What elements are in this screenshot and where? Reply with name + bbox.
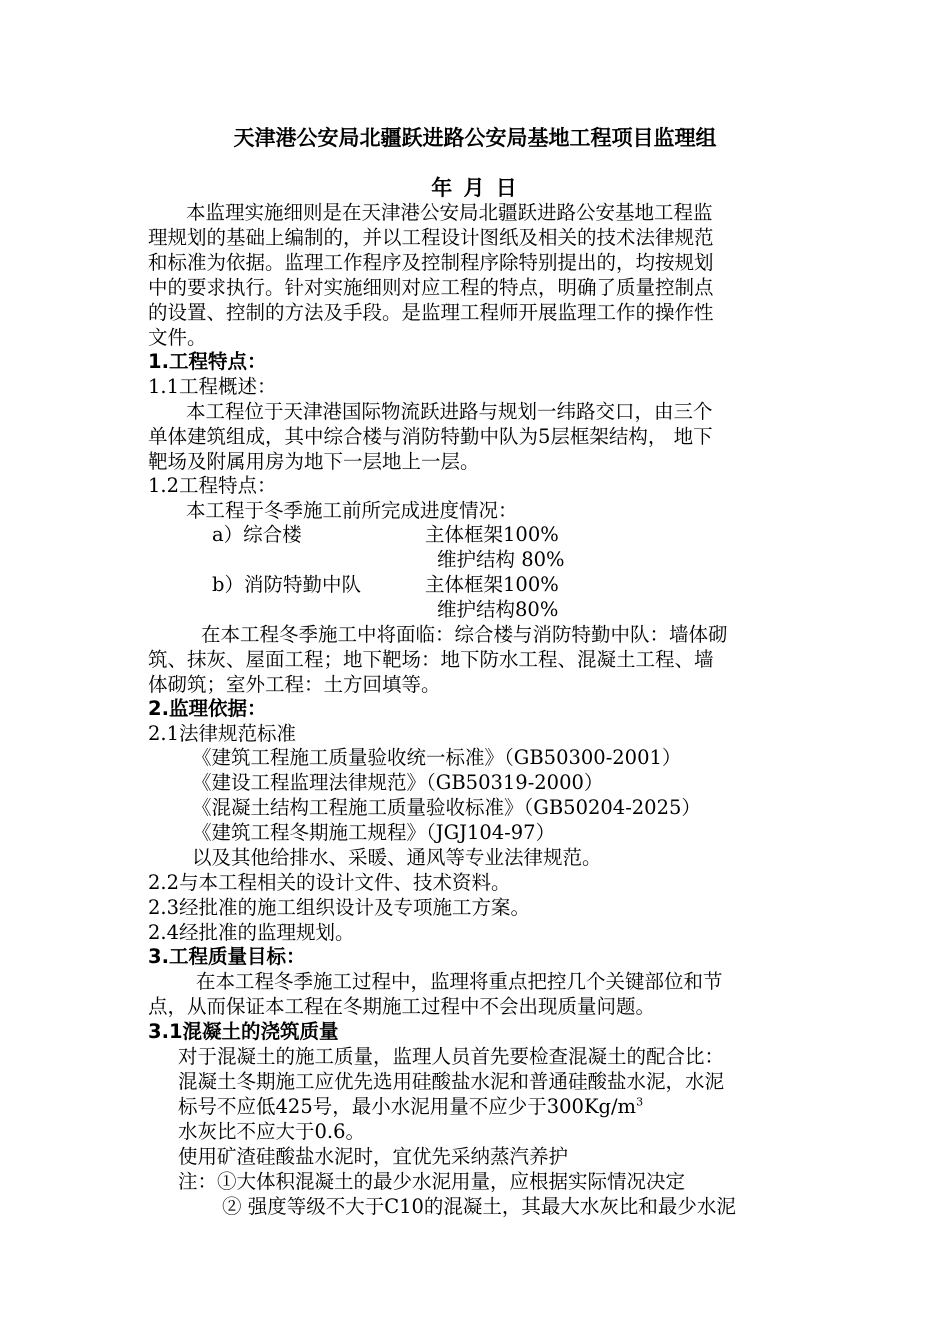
intro-line: 中的要求执行。针对实施细则对应工程的特点，明确了质量控制点: [148, 276, 714, 299]
progress-item-value: 主体框架100%: [425, 523, 559, 546]
subsection-heading: 2.4经批准的监理规划。: [148, 921, 355, 944]
superscript: 3: [636, 1095, 644, 1109]
section-heading: 1.工程特点：: [148, 350, 267, 373]
standard-item: 《建筑工程冬期施工规程》（JGJ104-97）: [192, 821, 556, 844]
paragraph-text: 标号不应低425号，最小水泥用量不应少于300Kg/m: [178, 1095, 637, 1118]
intro-line: 的设置、控制的方法及手段。是监理工程师开展监理工作的操作性: [148, 301, 714, 324]
paragraph-line: 点，从而保证本工程在冬期施工过程中不会出现质量问题。: [148, 995, 656, 1018]
paragraph-line: 在本工程冬季施工过程中，监理将重点把控几个关键部位和节: [196, 970, 723, 993]
subsection-heading: 2.1法律规范标准: [148, 722, 297, 745]
note-line: 注：①大体积混凝土的最少水泥用量，应根据实际情况决定: [178, 1170, 686, 1193]
paragraph-line: 本工程于冬季施工前所完成进度情况：: [186, 499, 518, 522]
progress-item-label: b）消防特勤中队: [212, 573, 361, 596]
intro-line: 理规划的基础上编制的，并以工程设计图纸及相关的技术法律规范: [148, 226, 714, 249]
progress-item-value: 维护结构80%: [437, 598, 559, 621]
progress-item-value: 维护结构 80%: [437, 548, 565, 571]
progress-item-label: a）综合楼: [212, 523, 302, 546]
section-heading: 2.监理依据：: [148, 697, 267, 720]
paragraph-line: 单体建筑组成，其中综合楼与消防特勤中队为5层框架结构， 地下: [148, 425, 713, 448]
paragraph-line: 对于混凝土的施工质量，监理人员首先要检查混凝土的配合比：: [178, 1045, 725, 1068]
standard-item: 《建筑工程施工质量验收统一标准》（GB50300-2001）: [192, 746, 682, 769]
note-line: ② 强度等级不大于C10的混凝土，其最大水灰比和最少水泥: [222, 1195, 736, 1218]
subsection-heading: 3.1混凝土的浇筑质量: [148, 1020, 339, 1043]
paragraph-line: 体砌筑；室外工程：土方回填等。: [148, 673, 441, 696]
paragraph-line: 混凝土冬期施工应优先选用硅酸盐水泥和普通硅酸盐水泥，水泥: [178, 1070, 725, 1093]
paragraph-line: [178, 1095, 643, 1119]
section-heading: 3.工程质量目标：: [148, 945, 306, 968]
intro-line: 和标准为依据。监理工作程序及控制程序除特别提出的，均按规划: [148, 251, 714, 274]
standard-item: 《建设工程监理法律规范》（GB50319-2000）: [192, 771, 604, 794]
paragraph-line: 以及其他给排水、采暖、通风等专业法律规范。: [192, 846, 602, 869]
paragraph-line: 筑、抹灰、屋面工程；地下靶场：地下防水工程、混凝土工程、墙: [148, 648, 714, 671]
paragraph-line: 在本工程冬季施工中将面临：综合楼与消防特勤中队：墙体砌: [201, 623, 728, 646]
paragraph-line: 使用矿渣硅酸盐水泥时，宜优先采纳蒸汽养护: [178, 1145, 569, 1168]
progress-item-value: 主体框架100%: [425, 573, 559, 596]
paragraph-line: 水灰比不应大于0.6。: [178, 1120, 366, 1143]
intro-line: 本监理实施细则是在天津港公安局北疆跃进路公安基地工程监: [186, 201, 713, 224]
standard-item: 《混凝土结构工程施工质量验收标准》（GB50204-2025）: [192, 796, 701, 819]
subsection-heading: 2.2与本工程相关的设计文件、技术资料。: [148, 871, 511, 894]
subsection-heading: 1.1工程概述：: [148, 375, 277, 398]
paragraph-line: 本工程位于天津港国际物流跃进路与规划一纬路交口，由三个: [186, 400, 713, 423]
document-date: 年 月 日: [431, 176, 519, 200]
subsection-heading: 2.3经批准的施工组织设计及专项施工方案。: [148, 896, 531, 919]
intro-line: 文件。: [148, 326, 207, 349]
paragraph-line: 靶场及附属用房为地下一层地上一层。: [148, 450, 480, 473]
document-title: 天津港公安局北疆跃进路公安局基地工程项目监理组: [233, 126, 717, 150]
subsection-heading: 1.2工程特点：: [148, 474, 277, 497]
